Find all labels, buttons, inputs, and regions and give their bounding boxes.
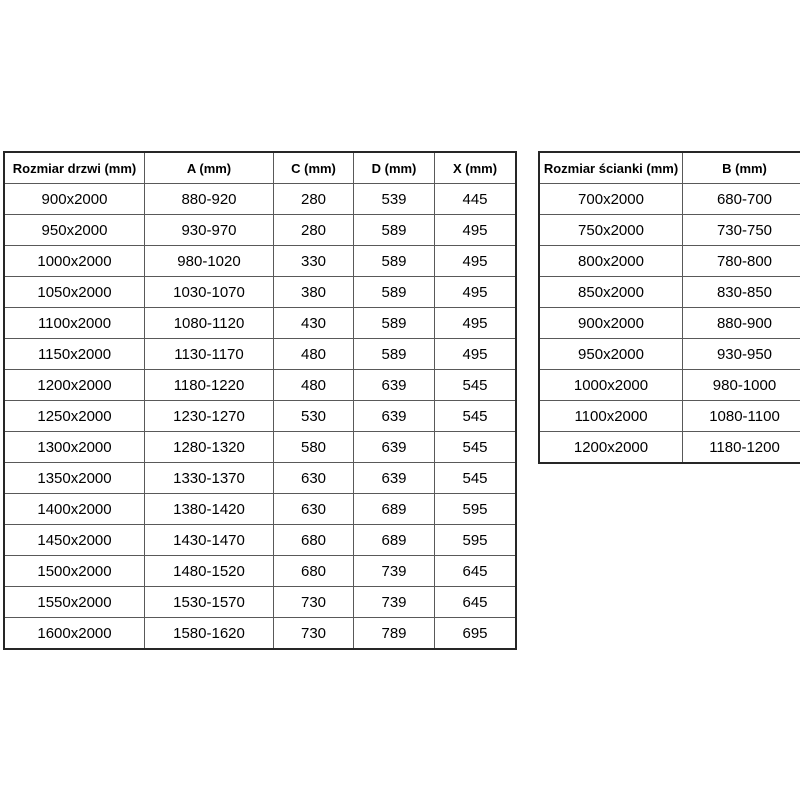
table-cell: 1550x2000: [4, 587, 145, 618]
table-cell: 980-1020: [145, 246, 274, 277]
header-cell: Rozmiar drzwi (mm): [4, 152, 145, 184]
table-row: [4, 246, 516, 277]
table-row: [539, 401, 800, 432]
table-row: [4, 463, 516, 494]
table-cell: 495: [435, 339, 517, 370]
table-cell: 850x2000: [539, 277, 683, 308]
table-cell: 639: [354, 401, 435, 432]
table-cell: 880-920: [145, 184, 274, 215]
table-row: [4, 308, 516, 339]
table-row: [539, 370, 800, 401]
table-cell: 445: [435, 184, 517, 215]
header-row: [539, 152, 800, 184]
table-cell: 950x2000: [539, 339, 683, 370]
table-cell: 639: [354, 370, 435, 401]
table-cell: 900x2000: [539, 308, 683, 339]
table-cell: 800x2000: [539, 246, 683, 277]
table-row: [4, 401, 516, 432]
table-row: [539, 215, 800, 246]
header-cell: Rozmiar ścianki (mm): [539, 152, 683, 184]
table-cell: 1580-1620: [145, 618, 274, 650]
table-cell: 589: [354, 277, 435, 308]
table-row: [539, 339, 800, 370]
table-cell: 695: [435, 618, 517, 650]
table-cell: 700x2000: [539, 184, 683, 215]
table-cell: 1500x2000: [4, 556, 145, 587]
table-cell: 589: [354, 308, 435, 339]
table-cell: 680-700: [683, 184, 800, 215]
table-cell: 1130-1170: [145, 339, 274, 370]
table-cell: 430: [274, 308, 354, 339]
table-cell: 380: [274, 277, 354, 308]
table-cell: 1200x2000: [4, 370, 145, 401]
table-cell: 1530-1570: [145, 587, 274, 618]
table-cell: 830-850: [683, 277, 800, 308]
table-cell: 1350x2000: [4, 463, 145, 494]
table-cell: 900x2000: [4, 184, 145, 215]
table-cell: 789: [354, 618, 435, 650]
table-cell: 1200x2000: [539, 432, 683, 464]
table-cell: 1430-1470: [145, 525, 274, 556]
table-cell: 480: [274, 370, 354, 401]
table-cell: 595: [435, 525, 517, 556]
table-cell: 495: [435, 277, 517, 308]
header-cell: A (mm): [145, 152, 274, 184]
table-cell: 545: [435, 463, 517, 494]
table-cell: 730: [274, 587, 354, 618]
table-cell: 1600x2000: [4, 618, 145, 650]
table-cell: 1480-1520: [145, 556, 274, 587]
table-cell: 589: [354, 339, 435, 370]
header-row: [4, 152, 516, 184]
table-row: [539, 184, 800, 215]
table-row: [539, 432, 800, 464]
door-size-table: [3, 151, 517, 650]
table-row: [4, 618, 516, 650]
table-cell: 680: [274, 525, 354, 556]
table-cell: 480: [274, 339, 354, 370]
header-cell: C (mm): [274, 152, 354, 184]
table-cell: 780-800: [683, 246, 800, 277]
table-cell: 689: [354, 525, 435, 556]
table-row: [4, 184, 516, 215]
table-cell: 589: [354, 246, 435, 277]
table-cell: 330: [274, 246, 354, 277]
table-cell: 1300x2000: [4, 432, 145, 463]
table-cell: 645: [435, 587, 517, 618]
table-cell: 539: [354, 184, 435, 215]
table-cell: 1450x2000: [4, 525, 145, 556]
table-cell: 980-1000: [683, 370, 800, 401]
table-cell: 1080-1100: [683, 401, 800, 432]
table-cell: 1180-1200: [683, 432, 800, 464]
table-row: [539, 277, 800, 308]
wall-size-table: [538, 151, 800, 464]
table-cell: 680: [274, 556, 354, 587]
table-cell: 930-950: [683, 339, 800, 370]
table-cell: 545: [435, 370, 517, 401]
table-row: [539, 308, 800, 339]
header-cell: X (mm): [435, 152, 517, 184]
table-cell: 1330-1370: [145, 463, 274, 494]
table-cell: 1250x2000: [4, 401, 145, 432]
table-cell: 1000x2000: [4, 246, 145, 277]
table-cell: 1000x2000: [539, 370, 683, 401]
table-cell: 739: [354, 587, 435, 618]
table-cell: 1150x2000: [4, 339, 145, 370]
table-cell: 495: [435, 246, 517, 277]
table-row: [4, 215, 516, 246]
table-cell: 645: [435, 556, 517, 587]
table-cell: 530: [274, 401, 354, 432]
table-cell: 495: [435, 215, 517, 246]
table-cell: 739: [354, 556, 435, 587]
table-cell: 630: [274, 463, 354, 494]
table-cell: 1080-1120: [145, 308, 274, 339]
table-cell: 280: [274, 184, 354, 215]
table-cell: 689: [354, 494, 435, 525]
table-row: [539, 246, 800, 277]
table-cell: 1030-1070: [145, 277, 274, 308]
table-row: [4, 587, 516, 618]
header-cell: B (mm): [683, 152, 800, 184]
table-cell: 750x2000: [539, 215, 683, 246]
table-cell: 1230-1270: [145, 401, 274, 432]
table-row: [4, 432, 516, 463]
table-cell: 630: [274, 494, 354, 525]
table-cell: 1050x2000: [4, 277, 145, 308]
table-row: [4, 556, 516, 587]
table-cell: 880-900: [683, 308, 800, 339]
table-cell: 1180-1220: [145, 370, 274, 401]
table-row: [4, 525, 516, 556]
table-cell: 1400x2000: [4, 494, 145, 525]
table-cell: 950x2000: [4, 215, 145, 246]
table-cell: 595: [435, 494, 517, 525]
table-cell: 495: [435, 308, 517, 339]
table-row: [4, 277, 516, 308]
table-row: [4, 494, 516, 525]
table-cell: 280: [274, 215, 354, 246]
header-cell: D (mm): [354, 152, 435, 184]
table-cell: 1380-1420: [145, 494, 274, 525]
table-row: [4, 370, 516, 401]
table-cell: 545: [435, 432, 517, 463]
table-cell: 639: [354, 432, 435, 463]
table-cell: 730: [274, 618, 354, 650]
table-cell: 1100x2000: [4, 308, 145, 339]
table-row: [4, 339, 516, 370]
table-cell: 1280-1320: [145, 432, 274, 463]
table-cell: 930-970: [145, 215, 274, 246]
table-cell: 580: [274, 432, 354, 463]
table-cell: 639: [354, 463, 435, 494]
table-cell: 545: [435, 401, 517, 432]
table-cell: 589: [354, 215, 435, 246]
table-cell: 730-750: [683, 215, 800, 246]
table-cell: 1100x2000: [539, 401, 683, 432]
